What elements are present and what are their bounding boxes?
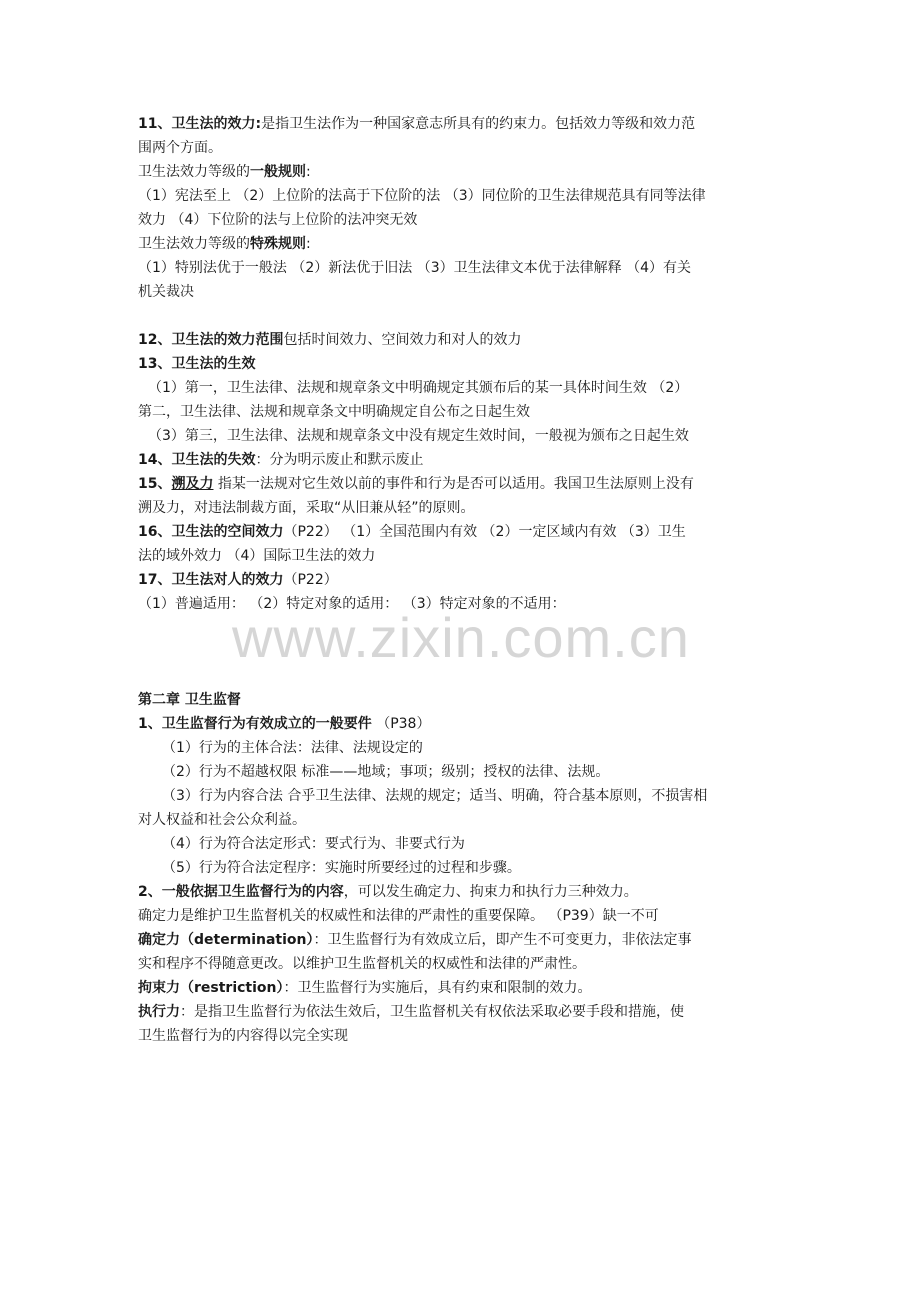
section-14 (138, 450, 423, 470)
special-rules-heading (138, 234, 311, 254)
requirement-item-3-cont: 对人权益和社会公众利益。 (138, 812, 306, 828)
section-13-heading (138, 354, 255, 374)
watermark: www.zixin.com.cn (232, 606, 690, 669)
section-12-term: 卫生法的效力范围 (171, 332, 284, 348)
restriction-term: 拘束力（restriction） (138, 980, 284, 996)
section-11-term: 卫生法的效力 (171, 116, 256, 132)
special-rules-line-2: 机关裁决 (138, 284, 194, 300)
determination-line-2: 实和程序不得随意更改。以维护卫生监督机关的权威性和法律的严肃性。 (138, 956, 586, 972)
section-16-line-1 (138, 522, 686, 542)
section-13-line-1: （1）第一，卫生法律、法规和规章条文中明确规定其颁布后的某一具体时间生效 （2） (148, 380, 689, 396)
section-15-number: 15、 (138, 476, 172, 492)
section-12 (138, 330, 521, 350)
requirement-item-5: （5）行为符合法定程序：实施时所要经过的过程和步骤。 (162, 860, 521, 876)
general-rules-colon: : (306, 164, 311, 180)
execution-term: 执行力 (138, 1004, 180, 1020)
section-15-line-2: 溯及力，对违法制裁方面，采取“从旧兼从轻”的原则。 (138, 500, 475, 516)
general-rules-line-2: 效力 （4）下位阶的法与上位阶的法冲突无效 (138, 212, 418, 228)
special-rules-line-1: （1）特别法优于一般法 （2）新法优于旧法 （3）卫生法律文本优于法律解释 （4）有关 (138, 260, 691, 276)
general-rules-bold: 一般规则 (250, 164, 306, 180)
special-rules-prefix: 卫生法效力等级的 (138, 236, 250, 252)
chapter-2-q1-number: 1、 (138, 716, 162, 732)
execution-line-1 (138, 1002, 684, 1022)
section-13-term: 卫生法的生效 (171, 356, 256, 372)
section-11-line-1 (138, 114, 695, 134)
requirement-item-2: （2）行为不超越权限 标准——地域；事项；级别；授权的法律、法规。 (162, 764, 610, 780)
section-11-number: 11、 (138, 116, 172, 132)
section-17-heading (138, 570, 338, 590)
section-14-term: 卫生法的失效 (171, 452, 256, 468)
general-rules-line-1: （1）宪法至上 （2）上位阶的法高于下位阶的法 （3）同位阶的卫生法律规范具有同等法律 (138, 188, 706, 204)
section-14-text: ：分为明示废止和默示废止 (255, 452, 424, 468)
requirement-item-1: （1）行为的主体合法：法律、法规设定的 (162, 740, 423, 756)
requirement-item-3: （3）行为内容合法 合乎卫生法律、法规的规定；适当、明确，符合基本原则，不损害相 (162, 788, 708, 804)
restriction-line (138, 978, 592, 998)
section-17-ref: （P22） (283, 572, 338, 588)
general-rules-heading (138, 162, 311, 182)
chapter-2-q1-ref: （P38） (371, 716, 431, 732)
section-15-term: 溯及力 (171, 476, 214, 492)
section-16-line-2: 法的域外效力 （4）国际卫生法的效力 (138, 548, 376, 564)
section-13-number: 13、 (138, 356, 172, 372)
section-13-line-3: （3）第三，卫生法律、法规和规章条文中没有规定生效时间，一般视为颁布之日起生效 (148, 428, 689, 444)
chapter-2-q2-line-1 (138, 882, 638, 902)
general-rules-prefix: 卫生法效力等级的 (138, 164, 250, 180)
determination-line-1 (138, 930, 692, 950)
special-rules-bold: 特殊规则 (250, 236, 306, 252)
section-14-number: 14、 (138, 452, 172, 468)
chapter-2-title: 第二章 卫生监督 (138, 692, 241, 708)
chapter-2-q2-title: 一般依据卫生监督行为的内容 (161, 884, 344, 900)
execution-line-2: 卫生监督行为的内容得以完全实现 (138, 1028, 348, 1044)
section-15-text: 指某一法规对它生效以前的事件和行为是否可以适用。我国卫生法原则上没有 (213, 476, 694, 492)
requirement-item-4: （4）行为符合法定形式：要式行为、非要式行为 (162, 836, 465, 852)
section-16-term: 卫生法的空间效力 (171, 524, 284, 540)
chapter-2-q1-title: 卫生监督行为有效成立的一般要件 (161, 716, 372, 732)
chapter-2-q2-line-2: 确定力是维护卫生监督机关的权威性和法律的严肃性的重要保障。 （P39）缺一不可 (138, 908, 659, 924)
section-17-number: 17、 (138, 572, 172, 588)
section-16-text: （P22） （1）全国范围内有效 （2）一定区域内有效 （3）卫生 (283, 524, 686, 540)
section-11-text: 是指卫生法作为一种国家意志所具有的约束力。包括效力等级和效力范 (261, 116, 696, 132)
section-15-line-1 (138, 474, 694, 494)
restriction-text: ：卫生监督行为实施后，具有约束和限制的效力。 (283, 980, 592, 996)
section-12-text: 包括时间效力、空间效力和对人的效力 (283, 332, 522, 348)
special-rules-colon: : (306, 236, 311, 252)
determination-term: 确定力（determination） (138, 932, 314, 948)
section-12-number: 12、 (138, 332, 172, 348)
determination-text: ：卫生监督行为有效成立后，即产生不可变更力，非依法定事 (313, 932, 692, 948)
section-17-line-1: （1）普遍适用： （2）特定对象的适用： （3）特定对象的不适用： (138, 596, 566, 612)
chapter-2-q1-heading (138, 714, 430, 734)
chapter-2-q2-number: 2、 (138, 884, 162, 900)
execution-text: ：是指卫生监督行为依法生效后，卫生监督机关有权依法采取必要手段和措施，使 (180, 1004, 684, 1020)
section-11-colon: : (255, 116, 262, 132)
section-11-line-2: 围两个方面。 (138, 140, 222, 156)
chapter-2-q2-text: ，可以发生确定力、拘束力和执行力三种效力。 (343, 884, 638, 900)
section-17-term: 卫生法对人的效力 (171, 572, 284, 588)
section-16-number: 16、 (138, 524, 172, 540)
section-13-line-2: 第二，卫生法律、法规和规章条文中明确规定自公布之日起生效 (138, 404, 530, 420)
